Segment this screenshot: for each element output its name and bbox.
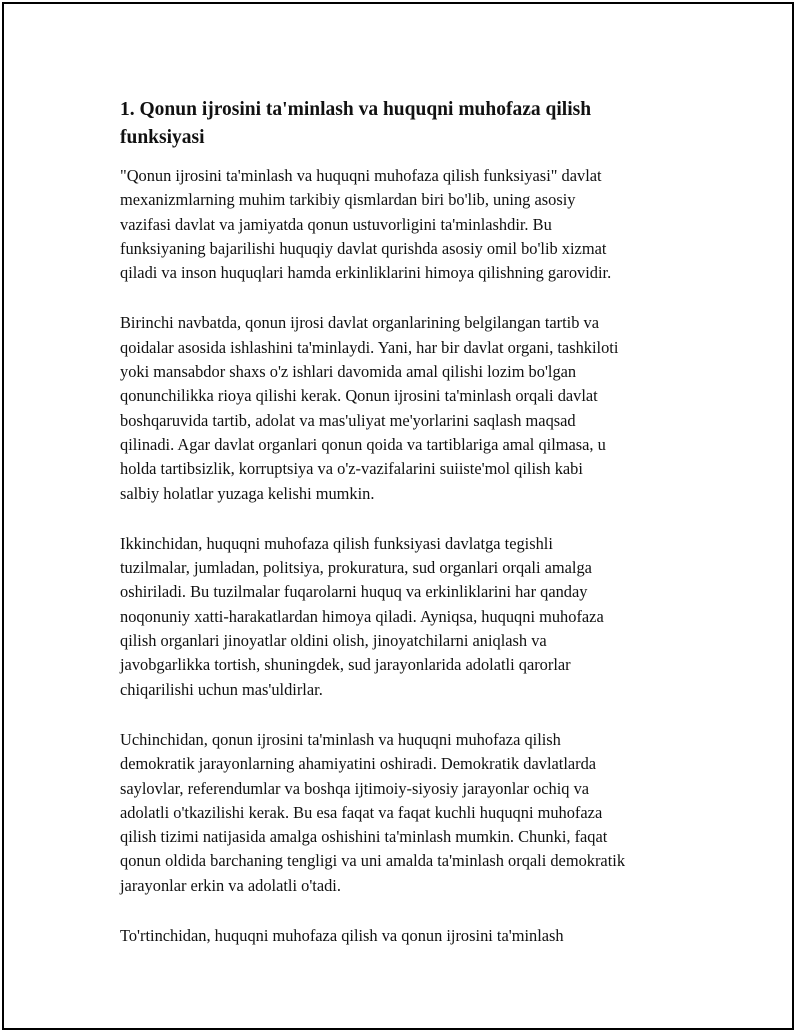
text-line: demokratik jarayonlarning ahamiyatini oshiradi. Demokratik davlatlarda	[120, 754, 597, 774]
text-line: To'rtinchidan, huquqni muhofaza qilish va qonun ijrosini ta'minlash	[120, 926, 564, 946]
text-line: qilish organlari jinoyatlar oldini olish, jinoyatchilarni aniqlash va	[120, 631, 547, 651]
paragraph-5	[120, 924, 710, 948]
section-heading	[120, 96, 710, 152]
text-line: "Qonun ijrosini ta'minlash va huquqni muhofaza qilish funksiyasi" davlat	[120, 166, 602, 185]
text-line: vazifasi davlat va jamiyatda qonun ustuvorligini ta'minlashdir. Bu	[120, 214, 552, 234]
text-line: qilish tizimi natijasida amalga oshishini ta'minlash mumkin. Chunki, faqat	[120, 827, 608, 847]
text-line: saylovlar, referendumlar va boshqa ijtimoiy-siyosiy jarayonlar ochiq va	[120, 778, 590, 798]
text-line: oshiriladi. Bu tuzilmalar fuqarolarni huquq va erkinliklarini har qanday	[120, 582, 588, 602]
paragraph-2	[120, 311, 710, 505]
document-body	[120, 96, 710, 974]
text-line: funksiyaning bajarilishi huquqiy davlat qurishda asosiy omil bo'lib xizmat	[120, 238, 607, 258]
text-line: qilinadi. Agar davlat organlari qonun qoida va tartiblariga amal qilmasa, u	[120, 434, 606, 454]
text-line: mexanizmlarning muhim tarkibiy qismlardan biri bo'lib, uning asosiy	[120, 190, 576, 210]
text-line: holda tartibsizlik, korruptsiya va o'z-vazifalarini suiiste'mol qilish kabi	[120, 459, 583, 479]
text-line: Birinchi navbatda, qonun ijrosi davlat organlarining belgilangan tartib va	[120, 313, 600, 333]
heading-line: funksiyasi	[120, 127, 205, 148]
text-line: javobgarlikka tortish, shuningdek, sud jarayonlarida adolatli qarorlar	[120, 655, 571, 675]
paragraph-4	[120, 728, 710, 898]
text-line: chiqarilishi uchun mas'uldirlar.	[120, 679, 323, 699]
paragraph-3	[120, 532, 710, 702]
page-frame	[2, 2, 794, 1030]
text-line: salbiy holatlar yuzaga kelishi mumkin.	[120, 483, 375, 503]
text-line: noqonuniy xatti-harakatlardan himoya qiladi. Ayniqsa, huquqni muhofaza	[120, 606, 604, 626]
text-line: Ikkinchidan, huquqni muhofaza qilish funksiyasi davlatga tegishli	[120, 533, 553, 553]
text-line: qonunchilikka rioya qilishi kerak. Qonun ijrosini ta'minlash orqali davlat	[120, 386, 598, 406]
text-line: tuzilmalar, jumladan, politsiya, prokuratura, sud organlari orqali amalga	[120, 558, 592, 578]
text-line: adolatli o'tkazilishi kerak. Bu esa faqat va faqat kuchli huquqni muhofaza	[120, 802, 603, 822]
text-line: jarayonlar erkin va adolatli o'tadi.	[120, 875, 341, 895]
text-line: qiladi va inson huquqlari hamda erkinliklarini himoya qilishning garovidir.	[120, 263, 612, 283]
paragraph-1	[120, 164, 710, 285]
heading-line: 1. Qonun ijrosini ta'minlash va huquqni muhofaza qilish	[120, 99, 592, 120]
text-line: qoidalar asosida ishlashini ta'minlaydi. Yani, har bir davlat organi, tashkiloti	[120, 337, 619, 357]
text-line: yoki mansabdor shaxs o'z ishlari davomida amal qilishi lozim bo'lgan	[120, 362, 577, 382]
text-line: Uchinchidan, qonun ijrosini ta'minlash va huquqni muhofaza qilish	[120, 729, 561, 749]
text-line: boshqaruvida tartib, adolat va mas'uliyat me'yorlarini saqlash maqsad	[120, 410, 576, 430]
text-line: qonun oldida barchaning tengligi va uni amalda ta'minlash orqali demokratik	[120, 851, 626, 871]
